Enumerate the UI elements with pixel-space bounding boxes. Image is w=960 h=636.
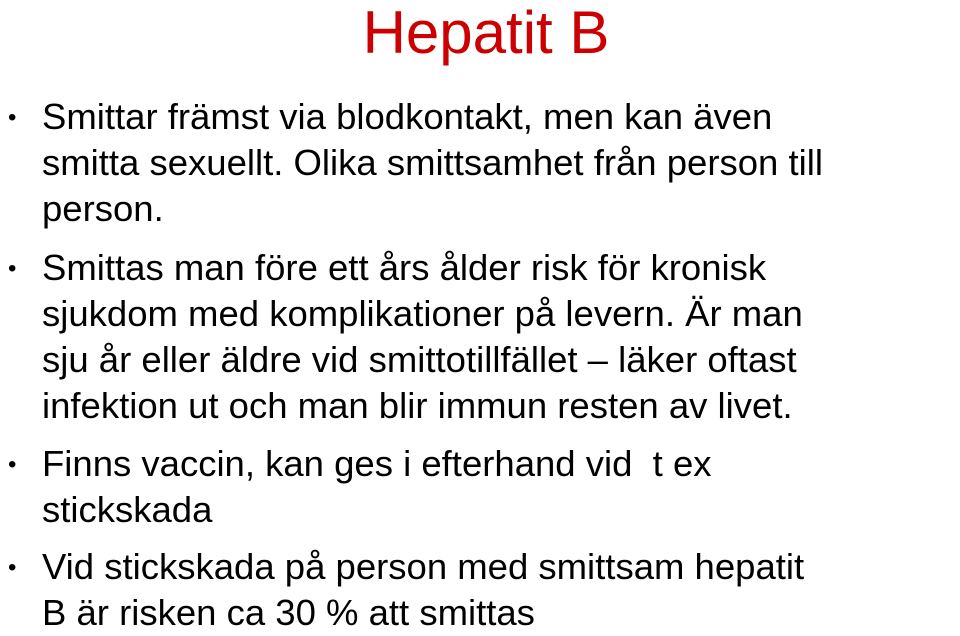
bullet-line: person.: [42, 188, 164, 229]
bullet-line: sjukdom med komplikationer på levern. Är man: [42, 293, 803, 334]
bullet-line: sju år eller äldre vid smittotillfället – läker oftast: [42, 339, 797, 380]
slide-title-text: Hepatit B: [362, 0, 610, 66]
bullet-line: infektion ut och man blir immun resten av livet.: [42, 385, 793, 426]
bullet-marker: •: [8, 104, 17, 131]
bullet-marker: •: [8, 451, 17, 478]
slide-title: [0, 0, 960, 66]
bullet-marker: •: [8, 554, 17, 581]
bullet-line: smitta sexuellt. Olika smittsamhet från person till: [42, 142, 823, 183]
bullet-line: B är risken ca 30 % att smittas: [42, 592, 535, 633]
bullet-line: Finns vaccin, kan ges i efterhand vid t ex: [42, 443, 712, 484]
bullet-line: Vid stickskada på person med smittsam hepatit: [42, 546, 805, 587]
bullet-line: Smittas man före ett års ålder risk för kronisk: [42, 247, 767, 288]
bullet-text: [42, 245, 955, 429]
bullet-marker: •: [8, 255, 17, 282]
bullet-text: [42, 544, 955, 636]
bullet-line: stickskada: [42, 489, 213, 530]
bullet-text: [42, 94, 955, 232]
bullet-line: Smittar främst via blodkontakt, men kan även: [42, 96, 773, 137]
bullet-text: [42, 441, 955, 533]
